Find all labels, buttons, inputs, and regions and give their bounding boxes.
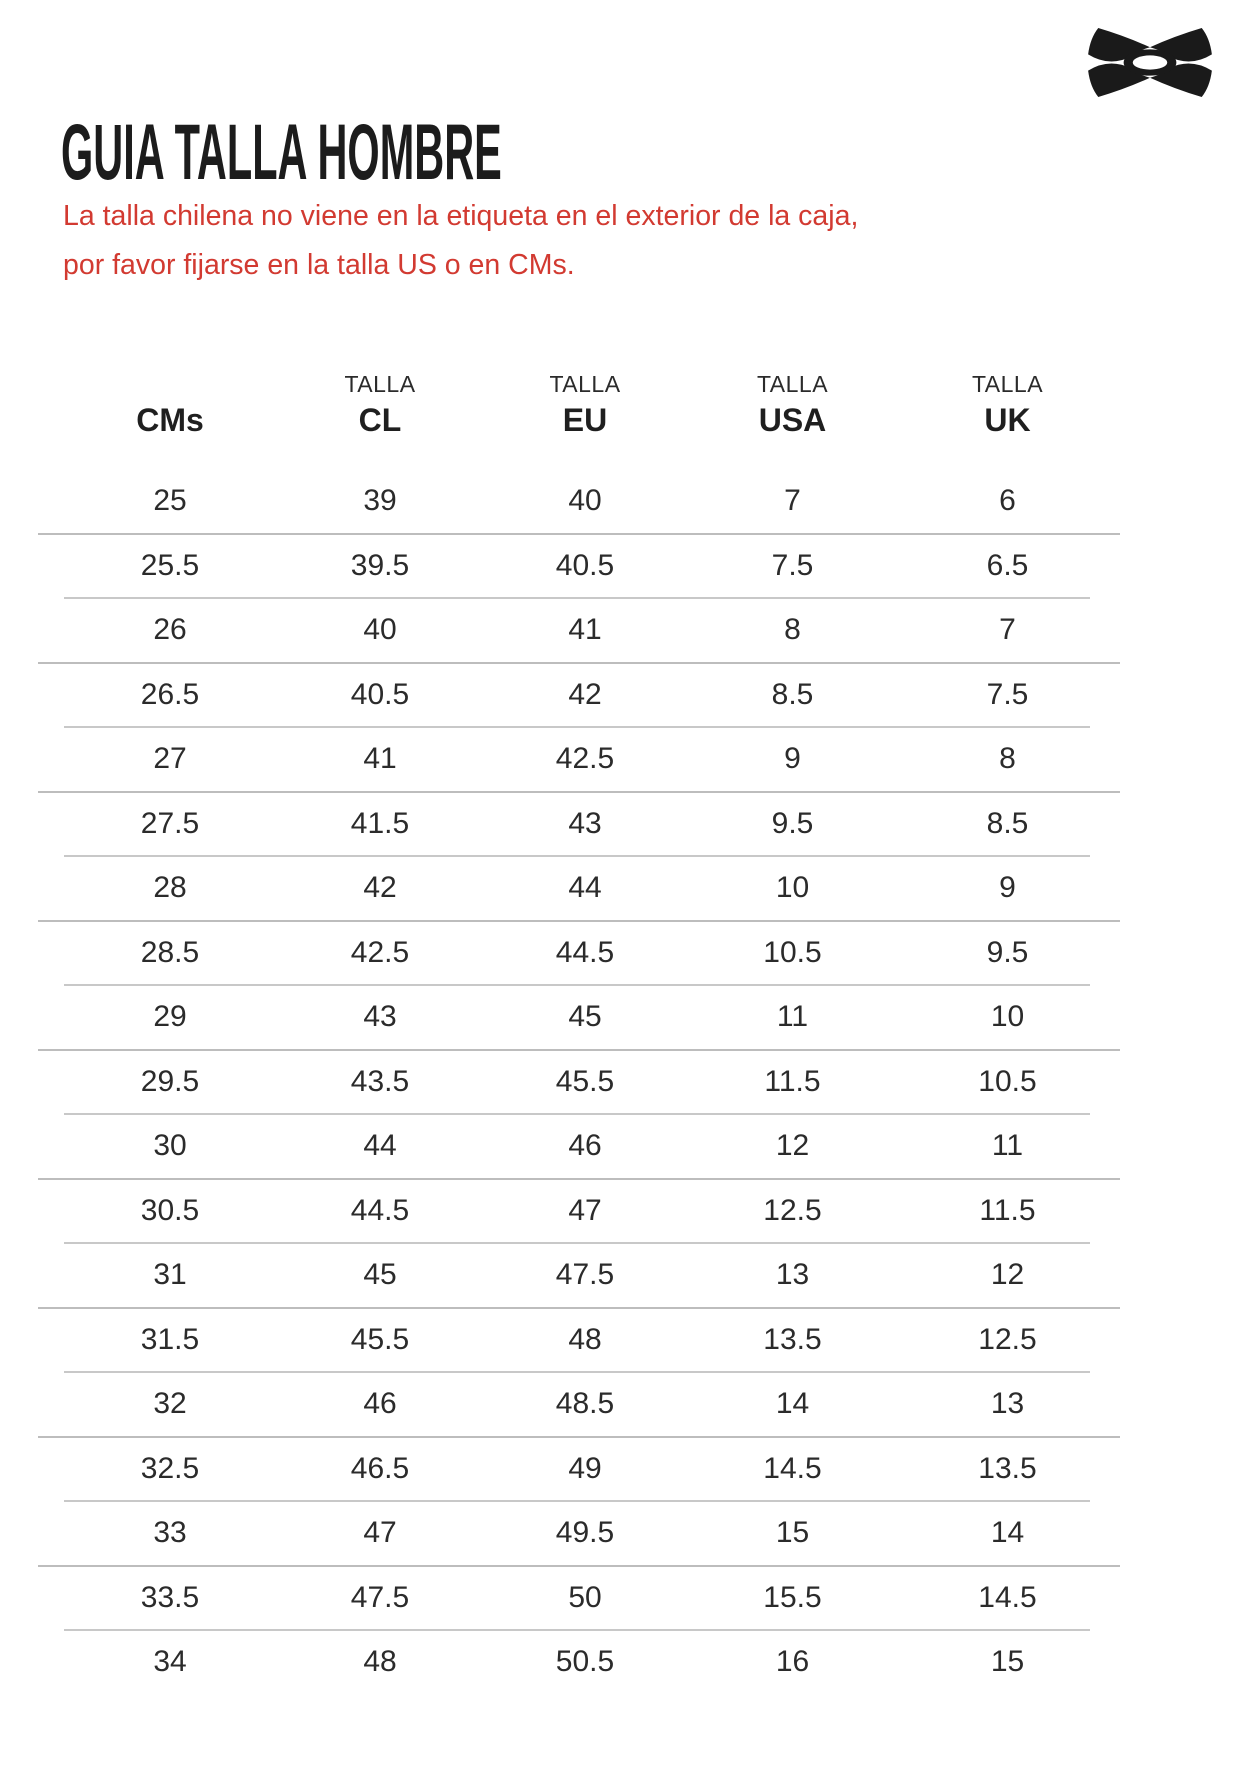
table-cell: 14	[990, 1516, 1025, 1550]
column-header-talla-label: TALLA	[756, 371, 829, 397]
table-cell: 32.5	[140, 1451, 200, 1485]
table-cell: 42.5	[350, 935, 410, 969]
column-header-code: CL	[358, 402, 402, 438]
table-row	[60, 599, 1120, 662]
table-cell: 44.5	[555, 935, 615, 969]
table-cell: 10	[775, 871, 810, 905]
size-table	[60, 340, 1120, 1694]
table-row	[60, 1373, 1120, 1436]
column-header-talla-label: TALLA	[971, 371, 1044, 397]
table-cell: 50	[568, 1580, 602, 1614]
table-cell: 7.5	[986, 677, 1029, 711]
table-cell: 7	[999, 613, 1016, 647]
table-row	[60, 922, 1120, 985]
table-cell: 15	[990, 1645, 1025, 1679]
table-cell: 44	[363, 1129, 397, 1163]
table-cell: 25	[153, 484, 187, 518]
table-cell: 12	[775, 1129, 810, 1163]
table-cell: 42.5	[555, 742, 615, 776]
table-cell: 32	[153, 1387, 187, 1421]
table-cell: 31.5	[140, 1322, 200, 1356]
table-cell: 11	[991, 1129, 1024, 1163]
table-row	[60, 857, 1120, 920]
table-cell: 46	[363, 1387, 397, 1421]
table-cell: 8	[999, 742, 1016, 776]
table-cell: 39.5	[350, 548, 410, 582]
table-cell: 27.5	[140, 806, 200, 840]
table-cell: 13	[990, 1387, 1025, 1421]
table-cell: 41.5	[350, 806, 410, 840]
table-row	[60, 1244, 1120, 1307]
table-cell: 11.5	[979, 1193, 1036, 1227]
table-cell: 30	[153, 1129, 187, 1163]
table-cell: 34	[153, 1645, 187, 1679]
table-cell: 12	[990, 1258, 1025, 1292]
table-cell: 50.5	[555, 1645, 615, 1679]
column-header-code: UK	[984, 402, 1031, 438]
table-cell: 9.5	[771, 806, 814, 840]
table-cell: 48	[363, 1645, 397, 1679]
table-row	[60, 1309, 1120, 1372]
column-header-usa	[690, 340, 895, 470]
table-cell: 43	[363, 1000, 397, 1034]
table-cell: 11.5	[764, 1064, 821, 1098]
table-row	[60, 1631, 1120, 1694]
table-cell: 49	[568, 1451, 602, 1485]
size-note-line2: por favor fijarse en la talla US o en CMs.	[63, 249, 575, 281]
table-cell: 45.5	[555, 1064, 615, 1098]
table-cell: 44	[568, 871, 602, 905]
table-cell: 11	[776, 1000, 809, 1034]
table-cell: 12.5	[763, 1193, 822, 1227]
table-cell: 46	[568, 1129, 602, 1163]
table-cell: 46.5	[350, 1451, 410, 1485]
table-cell: 40.5	[555, 548, 615, 582]
table-cell: 8.5	[986, 806, 1029, 840]
table-cell: 40.5	[350, 677, 410, 711]
table-cell: 40	[363, 613, 397, 647]
table-cell: 48.5	[555, 1387, 615, 1421]
table-cell: 29.5	[140, 1064, 200, 1098]
table-cell: 26	[153, 613, 187, 647]
table-cell: 7	[784, 484, 801, 518]
column-header-cl	[280, 340, 480, 470]
table-cell: 14.5	[978, 1580, 1037, 1614]
table-cell: 44.5	[350, 1193, 410, 1227]
size-table-header	[60, 340, 1120, 470]
table-row	[60, 986, 1120, 1049]
table-cell: 13.5	[978, 1451, 1037, 1485]
column-header-code: EU	[562, 402, 608, 438]
table-cell: 45	[363, 1258, 397, 1292]
table-cell: 15.5	[763, 1580, 822, 1614]
column-header-talla-label: TALLA	[344, 371, 416, 397]
table-cell: 41	[568, 613, 602, 647]
table-row	[60, 793, 1120, 856]
table-cell: 33.5	[140, 1580, 200, 1614]
table-cell: 27	[153, 742, 187, 776]
size-table-body	[60, 470, 1120, 1694]
table-cell: 7.5	[771, 548, 814, 582]
page-title: GUIA TALLA HOMBRE	[61, 107, 502, 196]
table-cell: 6	[999, 484, 1016, 518]
table-cell: 47.5	[350, 1580, 410, 1614]
table-cell: 13	[775, 1258, 810, 1292]
table-cell: 6.5	[986, 548, 1029, 582]
table-cell: 25.5	[140, 548, 200, 582]
table-cell: 42	[363, 871, 397, 905]
size-note	[63, 192, 858, 290]
table-row	[60, 1115, 1120, 1178]
table-cell: 8.5	[771, 677, 814, 711]
column-header-eu	[480, 340, 690, 470]
column-header-uk	[895, 340, 1120, 470]
column-header-talla-label: TALLA	[549, 371, 621, 397]
column-header-cms	[60, 340, 280, 470]
table-cell: 47	[363, 1516, 397, 1550]
table-cell: 30.5	[140, 1193, 200, 1227]
table-cell: 10.5	[978, 1064, 1037, 1098]
table-cell: 48	[568, 1322, 602, 1356]
table-cell: 14	[775, 1387, 810, 1421]
column-header-code: USA	[758, 402, 827, 438]
table-cell: 40	[568, 484, 602, 518]
table-cell: 8	[784, 613, 801, 647]
table-cell: 15	[775, 1516, 810, 1550]
table-row	[60, 1180, 1120, 1243]
table-cell: 33	[153, 1516, 187, 1550]
table-cell: 31	[153, 1258, 187, 1292]
table-cell: 14.5	[763, 1451, 822, 1485]
table-row	[60, 728, 1120, 791]
table-cell: 41	[363, 742, 397, 776]
table-cell: 49.5	[555, 1516, 615, 1550]
table-row	[60, 470, 1120, 533]
table-cell: 45.5	[350, 1322, 410, 1356]
size-note-line1: La talla chilena no viene en la etiqueta en el exterior de la caja,	[63, 200, 859, 232]
table-cell: 47	[568, 1193, 602, 1227]
table-cell: 16	[775, 1645, 810, 1679]
table-cell: 10	[990, 1000, 1025, 1034]
table-cell: 45	[568, 1000, 602, 1034]
table-cell: 39	[363, 484, 397, 518]
table-cell: 28	[153, 871, 187, 905]
under-armour-logo-icon	[1087, 27, 1213, 98]
table-row	[60, 535, 1120, 598]
table-cell: 10.5	[763, 935, 822, 969]
table-row	[60, 1051, 1120, 1114]
table-cell: 12.5	[978, 1322, 1037, 1356]
table-row	[60, 664, 1120, 727]
table-cell: 42	[568, 677, 602, 711]
table-cell: 29	[153, 1000, 187, 1034]
table-row	[60, 1567, 1120, 1630]
table-cell: 26.5	[140, 677, 200, 711]
table-cell: 43.5	[350, 1064, 410, 1098]
table-cell: 9.5	[986, 935, 1029, 969]
table-cell: 43	[568, 806, 602, 840]
table-cell: 47.5	[555, 1258, 615, 1292]
table-cell: 9	[784, 742, 801, 776]
table-cell: 28.5	[140, 935, 200, 969]
table-row	[60, 1438, 1120, 1501]
table-cell: 9	[999, 871, 1016, 905]
table-row	[60, 1502, 1120, 1565]
column-header-code: CMs	[136, 402, 204, 438]
table-cell: 13.5	[763, 1322, 822, 1356]
